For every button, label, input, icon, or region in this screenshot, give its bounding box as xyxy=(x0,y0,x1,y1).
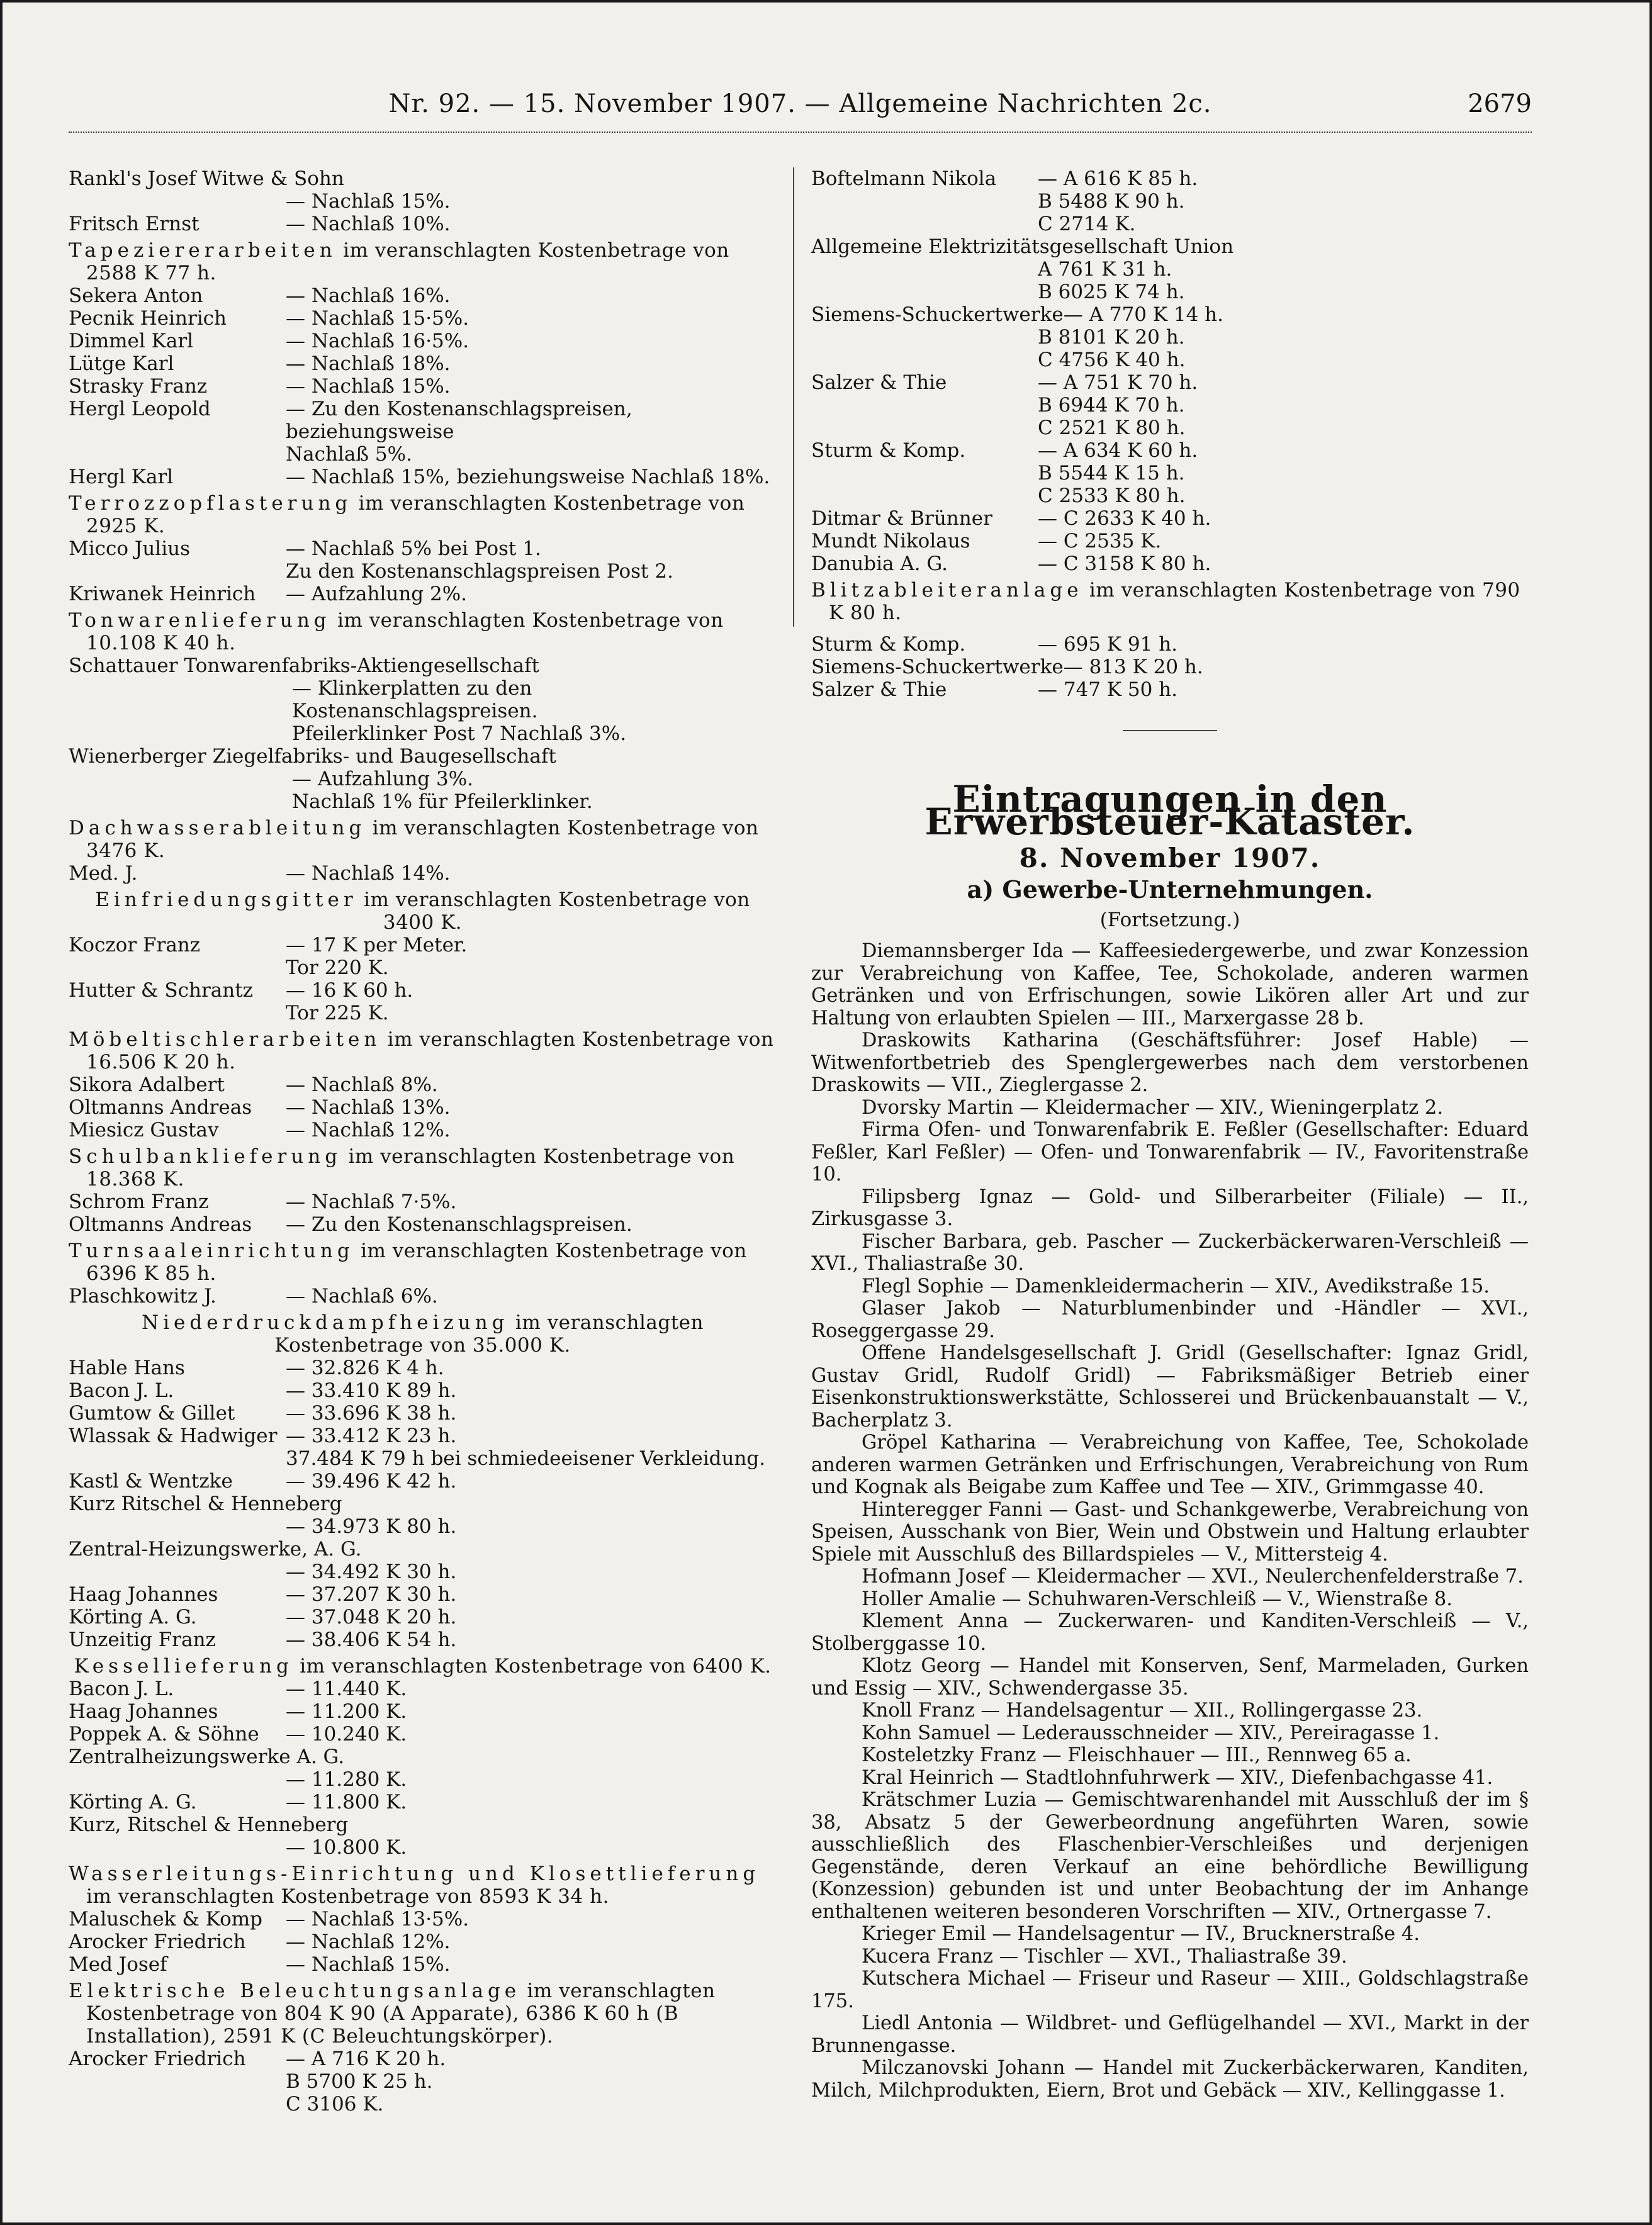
bid-detail: B 5700 K 25 h. xyxy=(286,2070,433,2093)
tender-row xyxy=(69,979,777,1002)
register-entry: Klement Anna — Zuckerwaren- und Kanditen-Verschleiß — V., Stolberggasse 10. xyxy=(811,1610,1529,1655)
bid-detail: C 2521 K 80 h. xyxy=(1038,417,1186,439)
firm-detail: — Klinkerplatten zu den Kostenanschlagspreisen. xyxy=(292,677,538,722)
tender-row xyxy=(69,1723,777,1746)
register-entry: Filipsberg Ignaz — Gold- und Silberarbeiter (Filiale) — II., Zirkusgasse 3. xyxy=(811,1185,1529,1230)
tender-row xyxy=(69,1096,777,1119)
bidder-name: Boftelmann Nikola xyxy=(811,167,997,190)
bid-detail: A 761 K 31 h. xyxy=(1038,258,1172,281)
register-entry: Milczanovski Johann — Handel mit Zuckerbäckerwaren, Kanditen, Milch, Milchprodukten, Eiern, Brot und Gebäck — XIV., Kellinggasse 1. xyxy=(811,2057,1529,2102)
bidder-name: Wlassak & Hadwiger xyxy=(69,1425,278,1447)
bid-detail: — 37.207 K 30 h. xyxy=(286,1583,457,1606)
register-entry: Fischer Barbara, geb. Pascher — Zuckerbäckerwaren-Verschleiß — XVI., Thaliastraße 30. xyxy=(811,1230,1529,1275)
firm-detail: — Aufzahlung 3%. xyxy=(292,768,474,790)
bid-detail: C 4756 K 40 h. xyxy=(1038,349,1186,371)
tender-row xyxy=(69,398,777,443)
article-title: Eintragungen in den Erwerbsteuer-Kataster. xyxy=(924,778,1415,843)
bid-detail: — Nachlaß 15·5%. xyxy=(286,307,469,330)
register-entry: Flegl Sophie — Damenkleidermacherin — XIV., Avedikstraße 15. xyxy=(862,1275,1490,1297)
tender-row xyxy=(811,552,1529,575)
bid-detail: — Nachlaß 14%. xyxy=(286,862,451,885)
bidder-name: Hutter & Schrantz xyxy=(69,979,254,1002)
tender-row xyxy=(811,417,1529,439)
bidder-name: Bacon J. L. xyxy=(69,1379,174,1402)
bid-detail: B 6944 K 70 h. xyxy=(1038,394,1185,417)
tender-row xyxy=(811,190,1529,213)
tender-list xyxy=(69,934,777,1024)
bid-detail: — 11.800 K. xyxy=(286,1791,407,1813)
bid-detail: — Nachlaß 12%. xyxy=(286,1931,451,1953)
tender-row xyxy=(69,1746,777,1768)
bidder-name: Körting A. G. xyxy=(69,1791,197,1813)
tender-row xyxy=(69,1931,777,1953)
tender-row xyxy=(69,1813,777,1836)
page-header xyxy=(69,89,1532,127)
register-entries xyxy=(811,940,1529,2102)
register-entry: Diemannsberger Ida — Kaffeesiedergewerbe, und zwar Konzession zur Verabreichung von Kaffee, Tee, Schokolade, anderen warmen Getränken und von Erfrischungen, sowie Likören aller Art und zur Haltung von erlaubten Spielen — III., Marxergasse 28 b. xyxy=(811,940,1529,1029)
tender-list xyxy=(69,1908,777,1976)
tender-row xyxy=(69,1953,777,1976)
bid-detail: — Nachlaß 6%. xyxy=(286,1285,438,1308)
register-entry: Liedl Antonia — Wildbret- und Geflügelhandel — XVI., Markt in der Brunnengasse. xyxy=(811,2012,1529,2057)
tender-row xyxy=(811,678,1529,701)
tender-row xyxy=(69,213,777,235)
tender-row xyxy=(69,583,777,605)
article-date: 8. November 1907. xyxy=(1019,843,1321,873)
bid-detail: B 6025 K 74 h. xyxy=(1038,281,1185,303)
bidder-name: Miesicz Gustav xyxy=(69,1119,219,1141)
tender-row xyxy=(811,326,1529,349)
tender-row xyxy=(69,1447,777,1470)
bid-detail: C 2533 K 80 h. xyxy=(1038,485,1186,507)
tender-list xyxy=(69,862,777,885)
bidder-name: Plaschkowitz J. xyxy=(69,1285,216,1308)
bidder-name: Unzeitig Franz xyxy=(69,1628,216,1651)
tender-row xyxy=(69,1791,777,1813)
register-entry: Kohn Samuel — Lederausschneider — XIV., Pereiragasse 1. xyxy=(862,1722,1440,1744)
bid-detail: — 10.240 K. xyxy=(286,1723,407,1746)
tender-row xyxy=(69,1285,777,1308)
firm-detail: Pfeilerklinker Post 7 Nachlaß 3%. xyxy=(292,722,627,745)
bid-detail: — Aufzahlung 2%. xyxy=(286,583,468,605)
tender-row xyxy=(69,2048,777,2070)
bid-detail: — Nachlaß 15%. xyxy=(286,375,451,398)
tender-row xyxy=(811,394,1529,417)
tender-row xyxy=(69,375,777,398)
firm-name: Schattauer Tonwarenfabriks-Aktiengesellschaft xyxy=(69,654,539,677)
tender-row xyxy=(69,1538,777,1561)
bidder-name: Sekera Anton xyxy=(69,284,203,307)
bidder-name: Zentral-Heizungswerke, A. G. xyxy=(69,1538,362,1561)
bid-detail: — Nachlaß 12%. xyxy=(286,1119,451,1141)
tender-row xyxy=(69,1515,777,1538)
tender-row xyxy=(811,281,1529,303)
register-entry: Krieger Emil — Handelsagentur — IV., Brucknerstraße 4. xyxy=(862,1923,1420,1945)
section-heading: Einfriedungsgitter im veranschlagten Kostenbetrage von 3400 K. xyxy=(95,888,750,934)
bid-detail: — C 2535 K. xyxy=(1038,530,1162,552)
bidder-name: Koczor Franz xyxy=(69,934,201,956)
bid-detail: — Nachlaß 10%. xyxy=(286,213,451,235)
tender-row xyxy=(69,1493,777,1515)
tender-row xyxy=(811,633,1529,656)
tender-list xyxy=(69,1678,777,1859)
bid-detail: — 39.496 K 42 h. xyxy=(286,1470,457,1493)
tender-list xyxy=(69,1285,777,1308)
bid-detail: — 11.440 K. xyxy=(286,1678,407,1700)
bidder-name: Siemens-Schuckertwerke xyxy=(811,656,1064,678)
bid-detail: — 34.973 K 80 h. xyxy=(286,1515,457,1538)
section-heading: Tonwarenlieferung im veranschlagten Kostenbetrage von 10.108 K 40 h. xyxy=(69,609,724,654)
section-heading: Dachwasserableitung im veranschlagten Kostenbetrage von 3476 K. xyxy=(69,817,759,862)
tender-row xyxy=(69,2093,777,2116)
tender-row xyxy=(69,1357,777,1379)
bidder-name: Rankl's Josef Witwe & Sohn xyxy=(69,167,344,190)
tender-row xyxy=(69,1379,777,1402)
bid-detail: — A 751 K 70 h. xyxy=(1038,371,1198,394)
bidder-name: Lütge Karl xyxy=(69,352,174,375)
tender-row xyxy=(69,443,777,466)
bid-detail: — Nachlaß 15%, beziehungsweise Nachlaß 18%. xyxy=(286,466,770,488)
bidder-name: Kastl & Wentzke xyxy=(69,1470,233,1493)
firm-detail: Nachlaß 1% für Pfeilerklinker. xyxy=(292,790,593,813)
bid-detail: — 33.410 K 89 h. xyxy=(286,1379,457,1402)
tender-row xyxy=(69,956,777,979)
tender-row xyxy=(69,466,777,488)
bid-detail: — Nachlaß 16%. xyxy=(286,284,451,307)
bidder-name: Salzer & Thie xyxy=(811,678,947,701)
tender-row xyxy=(69,330,777,352)
bid-detail: — Nachlaß 15%. xyxy=(286,1953,451,1976)
tender-row xyxy=(811,258,1529,281)
register-entry: Kral Heinrich — Stadtlohnfuhrwerk — XIV., Diefenbachgasse 41. xyxy=(862,1766,1493,1789)
bid-detail: — 11.200 K. xyxy=(286,1700,407,1723)
tender-row xyxy=(69,1191,777,1213)
tender-row xyxy=(69,1836,777,1859)
tender-row xyxy=(69,1768,777,1791)
bidder-name: Gumtow & Gillet xyxy=(69,1402,235,1425)
bidder-name: Kriwanek Heinrich xyxy=(69,583,256,605)
bid-detail: — 34.492 K 30 h. xyxy=(286,1561,457,1583)
bid-detail: — 37.048 K 20 h. xyxy=(286,1606,457,1628)
bid-detail: C 3106 K. xyxy=(286,2093,384,2116)
bid-detail: Zu den Kostenanschlagspreisen Post 2. xyxy=(286,560,673,583)
bidder-name: Bacon J. L. xyxy=(69,1678,174,1700)
bid-detail: — C 2633 K 40 h. xyxy=(1038,507,1211,530)
bidder-name: Hable Hans xyxy=(69,1357,185,1379)
bidder-name: Med. J. xyxy=(69,862,138,885)
tender-row xyxy=(69,560,777,583)
tender-row xyxy=(811,656,1529,678)
bid-detail: — A 716 K 20 h. xyxy=(286,2048,446,2070)
bidder-name: Sikora Adalbert xyxy=(69,1073,225,1096)
bidder-name: Oltmanns Andreas xyxy=(69,1096,252,1119)
bidder-name: Haag Johannes xyxy=(69,1583,218,1606)
bid-detail: — Zu den Kostenanschlagspreisen, beziehungsweise xyxy=(286,398,632,443)
bidder-name: Sturm & Komp. xyxy=(811,633,966,656)
bidder-name: Arocker Friedrich xyxy=(69,1931,246,1953)
tender-list xyxy=(69,167,777,235)
tender-row xyxy=(69,1700,777,1723)
section-heading: Tapeziererarbeiten im veranschlagten Kostenbetrage von 2588 K 77 h. xyxy=(69,239,729,284)
bidder-name: Zentralheizungswerke A. G. xyxy=(69,1746,345,1768)
bid-detail: — 11.280 K. xyxy=(286,1768,407,1791)
bid-detail: — C 3158 K 80 h. xyxy=(1038,552,1211,575)
tender-row xyxy=(69,1073,777,1096)
bid-detail: — 695 K 91 h. xyxy=(1038,633,1178,656)
bidder-name: Maluschek & Komp xyxy=(69,1908,263,1931)
tender-row xyxy=(811,235,1529,258)
register-entry: Kosteletzky Franz — Fleischhauer — III., Rennweg 65 a. xyxy=(862,1744,1412,1766)
section-divider xyxy=(1123,730,1217,731)
bidder-name: Schrom Franz xyxy=(69,1191,209,1213)
bidder-name: Dimmel Karl xyxy=(69,330,194,352)
tender-row xyxy=(811,485,1529,507)
bid-detail: — 33.412 K 23 h. xyxy=(286,1425,457,1447)
bidder-name: Oltmanns Andreas xyxy=(69,1213,252,1236)
bid-detail: — Nachlaß 13·5%. xyxy=(286,1908,469,1931)
tender-row xyxy=(811,213,1529,235)
bid-detail: B 8101 K 20 h. xyxy=(1038,326,1185,349)
tender-row xyxy=(69,1561,777,1583)
bid-detail: — Nachlaß 8%. xyxy=(286,1073,438,1096)
bidder-name: Körting A. G. xyxy=(69,1606,197,1628)
tender-row xyxy=(69,1678,777,1700)
bid-detail: — 813 K 20 h. xyxy=(1063,656,1203,678)
header-title: Nr. 92. — 15. November 1907. — Allgemeine Nachrichten 2c. xyxy=(388,89,1212,118)
bid-detail: — Nachlaß 16·5%. xyxy=(286,330,469,352)
section-heading: Möbeltischlerarbeiten im veranschlagten Kostenbetrage von 16.506 K 20 h. xyxy=(69,1028,774,1073)
register-entry: Draskowits Katharina (Geschäftsführer: Josef Hable) — Witwenfortbetrieb des Spenglergewerbes nach dem verstorbenen Draskowits — VII., Zieglergasse 2. xyxy=(811,1029,1529,1096)
tender-row xyxy=(811,530,1529,552)
tender-list xyxy=(69,2048,777,2116)
bid-detail: — Nachlaß 13%. xyxy=(286,1096,451,1119)
tender-list xyxy=(811,167,1529,575)
bidder-name: Kurz, Ritschel & Henneberg xyxy=(69,1813,349,1836)
left-column xyxy=(69,167,777,2116)
bid-detail: — 17 K per Meter. xyxy=(286,934,468,956)
tender-row xyxy=(69,1908,777,1931)
register-entry: Gröpel Katharina — Verabreichung von Kaffee, Tee, Schokolade anderen warmen Getränken und Erfrischungen, Verabreichung von Rum und Kognak als Beigabe zum Kaffee und Tee — XIV., Grimmgasse 40. xyxy=(811,1432,1529,1498)
tender-row xyxy=(69,1628,777,1651)
bid-detail: — Nachlaß 7·5%. xyxy=(286,1191,457,1213)
header-rule xyxy=(69,132,1532,133)
tender-row xyxy=(69,190,777,213)
register-entry: Klotz Georg — Handel mit Konserven, Senf, Marmeladen, Gurken und Essig — XIV., Schwendergasse 35. xyxy=(811,1655,1529,1700)
tender-row xyxy=(811,303,1529,326)
bid-detail: — Zu den Kostenanschlagspreisen. xyxy=(286,1213,632,1236)
column-divider xyxy=(793,167,794,627)
bidder-name: Micco Julius xyxy=(69,537,190,560)
tender-row xyxy=(69,307,777,330)
right-column xyxy=(811,167,1529,2102)
bid-detail: B 5488 K 90 h. xyxy=(1038,190,1185,213)
tender-row xyxy=(69,1119,777,1141)
bid-detail: C 2714 K. xyxy=(1038,213,1136,235)
bid-detail: — 33.696 K 38 h. xyxy=(286,1402,457,1425)
tender-list xyxy=(69,1357,777,1651)
bid-detail: Tor 220 K. xyxy=(286,956,389,979)
tender-row xyxy=(69,167,777,190)
register-entry: Hinteregger Fanni — Gast- und Schankgewerbe, Verabreichung von Speisen, Ausschank von Bier, Wein und Obstwein und Haltung erlaubter Spiele mit Ausschluß des Billardspieles — V., Mittersteig 4. xyxy=(811,1498,1529,1566)
bid-detail: — 32.826 K 4 h. xyxy=(286,1357,444,1379)
tender-row xyxy=(69,1213,777,1236)
bidder-name: Mundt Nikolaus xyxy=(811,530,970,552)
tender-list xyxy=(811,633,1529,701)
bidder-name: Haag Johannes xyxy=(69,1700,218,1723)
bid-detail: Nachlaß 5%. xyxy=(286,443,412,466)
tender-row xyxy=(69,862,777,885)
register-entry: Glaser Jakob — Naturblumenbinder und -Händler — XVI., Roseggergasse 29. xyxy=(811,1297,1529,1342)
tender-row xyxy=(69,1470,777,1493)
continuation-note: (Fortsetzung.) xyxy=(1099,909,1240,931)
bid-detail: — Nachlaß 15%. xyxy=(286,190,451,213)
bidder-name: Siemens-Schuckertwerke xyxy=(811,303,1064,326)
section-heading: Kessellieferung im veranschlagten Kostenbetrage von 6400 K. xyxy=(74,1655,772,1678)
bid-detail: 37.484 K 79 h bei schmiedeeisener Verkleidung. xyxy=(286,1447,766,1470)
bidder-name: Ditmar & Brünner xyxy=(811,507,992,530)
register-entry: Knoll Franz — Handelsagentur — XII., Rollingergasse 23. xyxy=(862,1700,1423,1722)
article-subtitle: a) Gewerbe-Unternehmungen. xyxy=(967,875,1373,904)
tender-row xyxy=(69,537,777,560)
section-heading: Turnsaaleinrichtung im veranschlagten Kostenbetrage von 6396 K 85 h. xyxy=(69,1240,747,1285)
register-entry: Kucera Franz — Tischler — XVI., Thaliastraße 39. xyxy=(862,1945,1347,1968)
bidder-name: Kurz Ritschel & Henneberg xyxy=(69,1493,342,1515)
bidder-name: Hergl Leopold xyxy=(69,398,211,420)
bid-detail: — 16 K 60 h. xyxy=(286,979,413,1002)
register-entry: Krätschmer Luzia — Gemischtwarenhandel mit Ausschluß der im § 38, Absatz 5 der Gewerbeordnung angeführten Waren, sowie ausschließlich des Flaschenbier-Verschleißes und derjenigen Gegenstände, deren Verkauf an eine behördliche Bewilligung (Konzession) gebunden ist und unter Beobachtung der im Anhange enthaltenen weiteren besonderen Vorschriften — XIV., Ortnergasse 7. xyxy=(811,1789,1529,1923)
section-heading: Elektrische Beleuchtungsanlage im veranschlagten Kostenbetrage von 804 K 90 (A Apparate), 6386 K 60 h (B Installation), 2591 K (C Beleuchtungskörper). xyxy=(69,1980,716,2048)
bidder-name: Arocker Friedrich xyxy=(69,2048,246,2070)
bidder-name: Salzer & Thie xyxy=(811,371,947,394)
bidder-name: Fritsch Ernst xyxy=(69,213,199,235)
bid-detail: — Nachlaß 18%. xyxy=(286,352,451,375)
bidder-name: Allgemeine Elektrizitätsgesellschaft Union xyxy=(811,235,1234,258)
bidder-name: Med Josef xyxy=(69,1953,167,1976)
tender-list xyxy=(69,537,777,605)
bidder-name: Poppek A. & Söhne xyxy=(69,1723,259,1746)
page-number: 2679 xyxy=(1468,89,1532,118)
tender-row xyxy=(69,2070,777,2093)
tender-row xyxy=(811,349,1529,371)
bid-detail: Tor 225 K. xyxy=(286,1002,389,1024)
bid-detail: — 10.800 K. xyxy=(286,1836,407,1859)
bid-detail: — 747 K 50 h. xyxy=(1038,678,1178,701)
register-entry: Kutschera Michael — Friseur und Raseur — XIII., Goldschlagstraße 175. xyxy=(811,1968,1529,2012)
register-entry: Firma Ofen- und Tonwarenfabrik E. Feßler (Gesellschafter: Eduard Feßler, Karl Feßler) — Ofen- und Tonwarenfabrik — IV., Favoritenstraße 10. xyxy=(811,1119,1529,1185)
tender-row xyxy=(811,371,1529,394)
section-heading: Wasserleitungs-Einrichtung und Klosettlieferung im veranschlagten Kostenbetrage von 8593 K 34 h. xyxy=(69,1863,760,1908)
register-entry: Dvorsky Martin — Kleidermacher — XIV., Wieningerplatz 2. xyxy=(862,1096,1444,1119)
bid-detail: — Nachlaß 5% bei Post 1. xyxy=(286,537,541,560)
tender-row xyxy=(69,1606,777,1628)
bid-detail: — A 634 K 60 h. xyxy=(1038,439,1198,462)
tender-row xyxy=(69,934,777,956)
tender-row xyxy=(69,1002,777,1024)
bidder-name: Sturm & Komp. xyxy=(811,439,966,462)
register-entry: Offene Handelsgesellschaft J. Gridl (Gesellschafter: Ignaz Gridl, Gustav Gridl, Rudolf Gridl) — Fabriksmäßiger Betrieb einer Eisenkonstruktionswerkstätte, Schlosserei und Brückenbauanstalt — V., Bacherplatz 3. xyxy=(811,1342,1529,1432)
tender-row xyxy=(69,1425,777,1447)
section-heading: Niederdruckdampfheizung im veranschlagten Kostenbetrage von 35.000 K. xyxy=(142,1311,704,1357)
tender-row xyxy=(69,1402,777,1425)
bid-detail: — A 770 K 14 h. xyxy=(1063,303,1223,326)
tender-row xyxy=(69,352,777,375)
firm-name: Wienerberger Ziegelfabriks- und Baugesellschaft xyxy=(69,745,556,768)
section-heading: Terrozzopflasterung im veranschlagten Kostenbetrage von 2925 K. xyxy=(69,492,745,537)
bid-detail: — A 616 K 85 h. xyxy=(1038,167,1198,190)
bidder-name: Pecnik Heinrich xyxy=(69,307,227,330)
tender-list xyxy=(69,284,777,488)
section-heading: Schulbanklieferung im veranschlagten Kostenbetrage von 18.368 K. xyxy=(69,1145,735,1191)
tender-list xyxy=(69,1191,777,1236)
tender-row xyxy=(69,1583,777,1606)
register-entry: Hofmann Josef — Kleidermacher — XVI., Neulerchenfelderstraße 7. xyxy=(862,1566,1524,1588)
tender-row xyxy=(811,507,1529,530)
bid-detail: B 5544 K 15 h. xyxy=(1038,462,1185,485)
bidder-name: Hergl Karl xyxy=(69,466,174,488)
tender-row xyxy=(811,439,1529,462)
bid-detail: — 38.406 K 54 h. xyxy=(286,1628,457,1651)
bidder-name: Strasky Franz xyxy=(69,375,208,398)
tender-row xyxy=(811,167,1529,190)
register-entry: Holler Amalie — Schuhwaren-Verschleiß — V., Wienstraße 8. xyxy=(862,1588,1453,1610)
tender-row xyxy=(811,462,1529,485)
tender-row xyxy=(69,284,777,307)
section-heading: Blitzableiteranlage im veranschlagten Kostenbetrage von 790 K 80 h. xyxy=(811,579,1520,624)
bidder-name: Danubia A. G. xyxy=(811,552,948,575)
tender-list xyxy=(69,1073,777,1141)
